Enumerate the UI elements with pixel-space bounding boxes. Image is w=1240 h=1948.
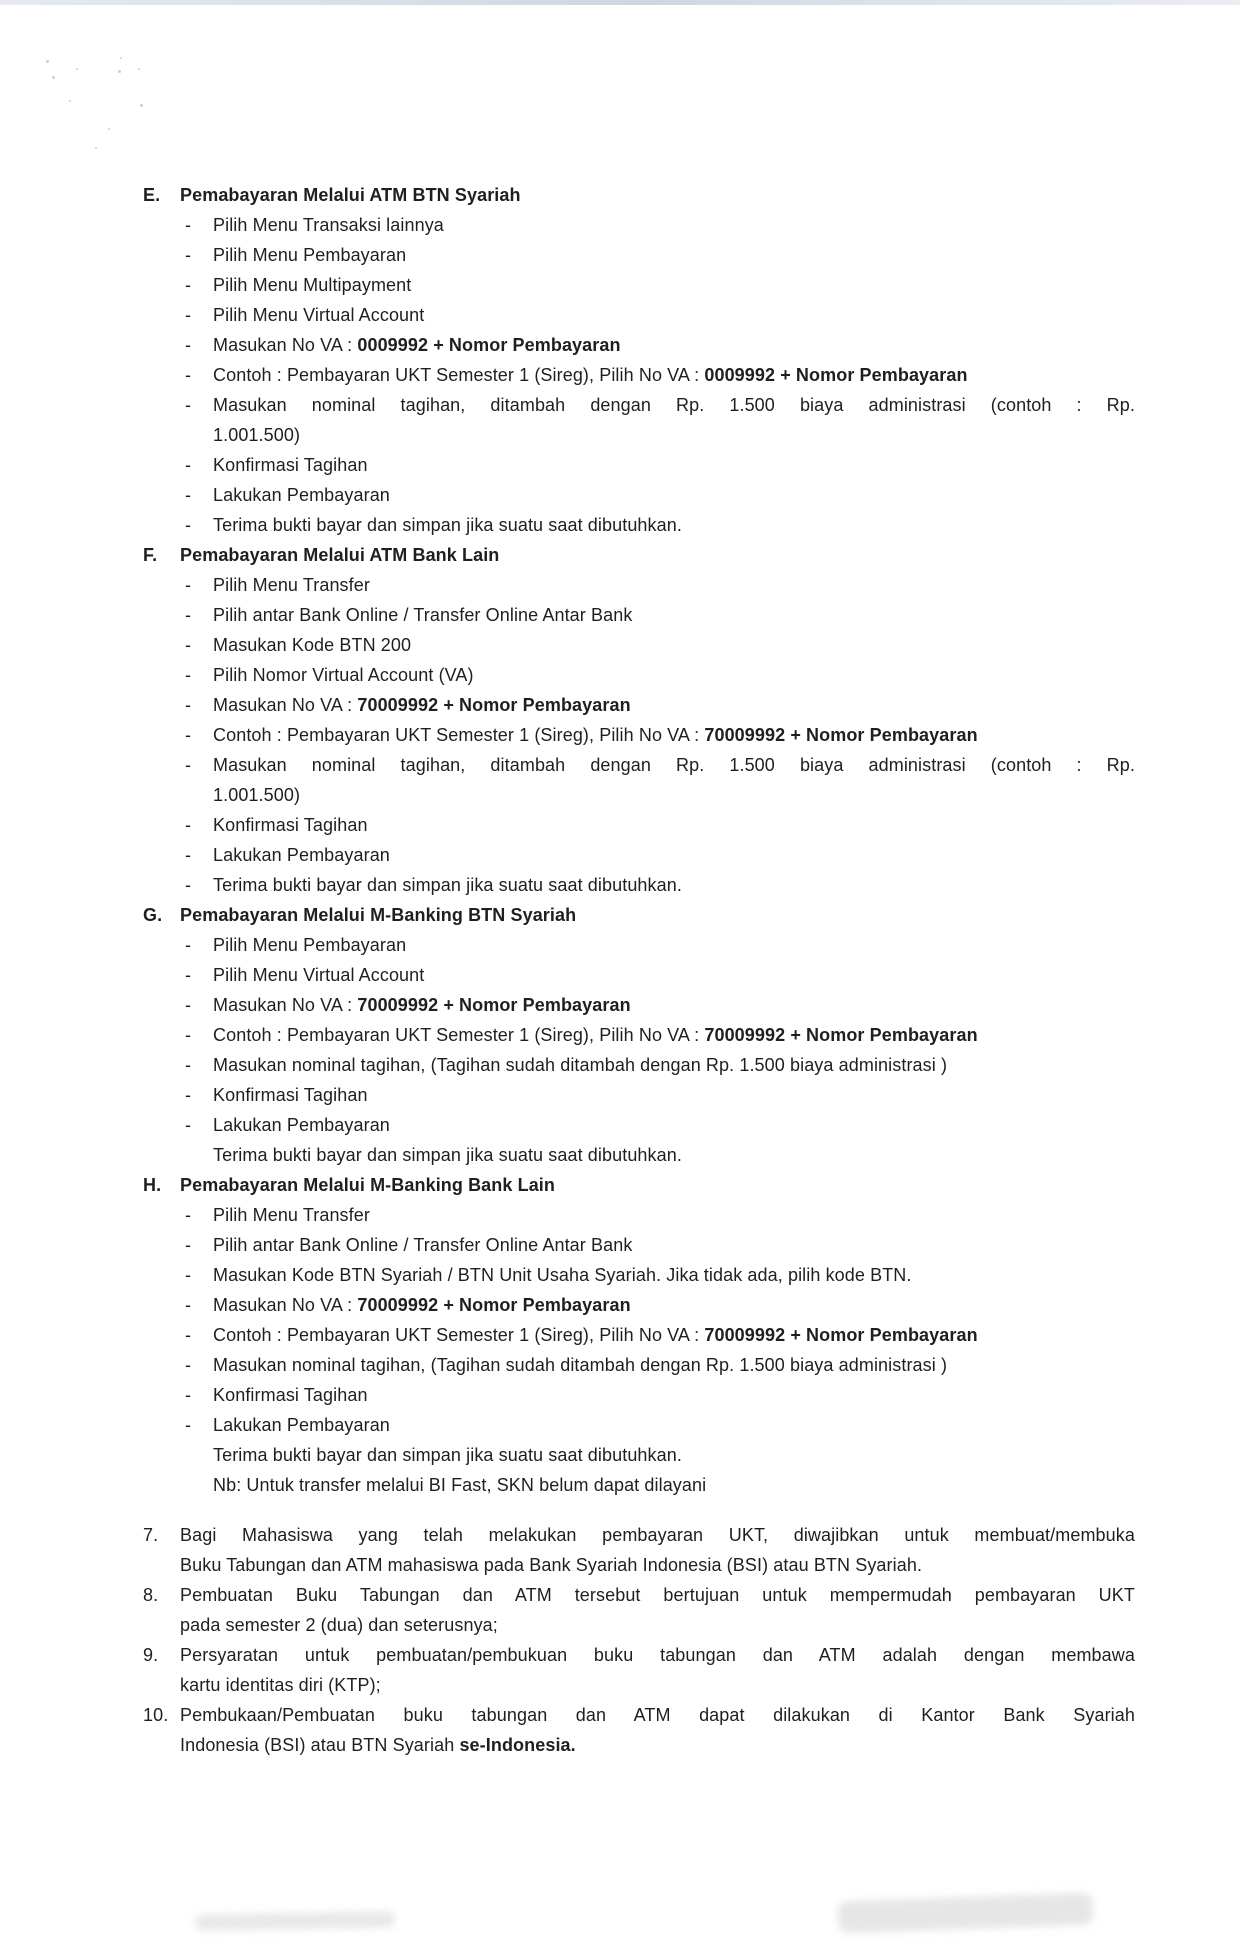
text-line [213, 1440, 1135, 1470]
list-item [185, 1410, 1135, 1440]
list-item-text [213, 660, 1135, 690]
dash-bullet: - [185, 725, 192, 745]
dash-bullet: - [185, 1415, 192, 1435]
text-line [213, 480, 1135, 510]
dash-bullet: - [185, 965, 192, 985]
list-item [185, 1290, 1135, 1320]
bold-text: 0009992 + Nomor Pembayaran [704, 365, 968, 385]
plain-text: Terima bukti bayar dan simpan jika suatu saat dibutuhkan. [213, 1445, 682, 1465]
list-item-text [213, 810, 1135, 840]
scan-edge-strip [0, 0, 1240, 5]
plain-text: kartu identitas diri (KTP); [180, 1675, 381, 1695]
list-item [185, 1320, 1135, 1350]
dash-bullet: - [185, 875, 192, 895]
list-item-text [213, 360, 1135, 390]
list-item [185, 570, 1135, 600]
scan-speck [46, 60, 49, 63]
scan-speck [95, 147, 97, 149]
list-item-text [213, 480, 1135, 510]
dash-bullet: - [185, 575, 192, 595]
list-item [185, 690, 1135, 720]
list-item [185, 330, 1135, 360]
list-item-text [213, 1320, 1135, 1350]
dash-bullet: - [185, 485, 192, 505]
list-item-text [213, 1140, 1135, 1170]
dash-bullet [185, 1440, 213, 1470]
dash-bullet: - [185, 215, 192, 235]
scan-speck [69, 100, 71, 102]
list-item-text [213, 1020, 1135, 1050]
text-line [213, 1200, 1135, 1230]
list-item [185, 930, 1135, 960]
list-item [185, 1350, 1135, 1380]
plain-text: Pilih Menu Virtual Account [213, 305, 425, 325]
plain-text: Masukan Kode BTN 200 [213, 635, 412, 655]
list-item-text [213, 690, 1135, 720]
list-item-text [213, 1440, 1135, 1470]
numbered-item [143, 1520, 1135, 1580]
dash-bullet: - [185, 515, 192, 535]
list-item [185, 210, 1135, 240]
plain-text: Pilih Menu Multipayment [213, 275, 412, 295]
text-line [213, 1230, 1135, 1260]
list-item [185, 870, 1135, 900]
list-item [185, 1140, 1135, 1170]
section-f [143, 540, 1135, 900]
text-line [213, 1350, 1135, 1380]
text-line [180, 1670, 1135, 1700]
text-line [213, 1080, 1135, 1110]
list-item-text [213, 570, 1135, 600]
plain-text: 1.001.500) [213, 785, 301, 805]
text-line [213, 780, 1135, 810]
list-item [185, 390, 1135, 450]
plain-text: Konfirmasi Tagihan [213, 1085, 368, 1105]
list-item [185, 1200, 1135, 1230]
text-line [180, 1640, 1135, 1670]
plain-text: Contoh : Pembayaran UKT Semester 1 (Sireg), Pilih No VA : [213, 1325, 705, 1345]
list-item-text [213, 1470, 1135, 1500]
text-line [213, 1140, 1135, 1170]
item-number: 7. [143, 1525, 159, 1545]
text-line [213, 1290, 1135, 1320]
dash-bullet: - [185, 335, 192, 355]
section-e [143, 180, 1135, 540]
bold-text: 70009992 + Nomor Pembayaran [704, 1325, 978, 1345]
plain-text: Contoh : Pembayaran UKT Semester 1 (Sireg), Pilih No VA : [213, 1025, 705, 1045]
plain-text: Pilih Nomor Virtual Account (VA) [213, 665, 474, 685]
plain-text: Pilih antar Bank Online / Transfer Online Antar Bank [213, 605, 633, 625]
dash-bullet [185, 1140, 213, 1170]
text-line [180, 1580, 1135, 1610]
bold-text: 70009992 + Nomor Pembayaran [357, 995, 631, 1015]
list-item-text [213, 600, 1135, 630]
list-item-text [213, 750, 1135, 810]
plain-text: Nb: Untuk transfer melalui BI Fast, SKN belum dapat dilayani [213, 1475, 707, 1495]
text-line [180, 1610, 1135, 1640]
text-line [213, 660, 1135, 690]
dash-bullet: - [185, 755, 192, 775]
plain-text: Pilih Menu Pembayaran [213, 935, 407, 955]
list-item [185, 480, 1135, 510]
numbered-item [143, 1580, 1135, 1640]
sections [143, 180, 1135, 1500]
dash-bullet [185, 1470, 213, 1500]
item-number: 9. [143, 1645, 159, 1665]
dash-bullet: - [185, 1265, 192, 1285]
plain-text: Masukan No VA : [213, 995, 358, 1015]
list-item [185, 510, 1135, 540]
scan-speck [108, 128, 110, 130]
scan-speck [76, 68, 78, 70]
scan-speck [140, 104, 143, 107]
list-item [185, 450, 1135, 480]
plain-text: Lakukan Pembayaran [213, 1415, 390, 1435]
plain-text: Konfirmasi Tagihan [213, 455, 368, 475]
dash-bullet: - [185, 815, 192, 835]
list-item-text [213, 390, 1135, 450]
plain-text: Contoh : Pembayaran UKT Semester 1 (Sireg), Pilih No VA : [213, 365, 705, 385]
text-line [213, 1320, 1135, 1350]
plain-text: Konfirmasi Tagihan [213, 815, 368, 835]
plain-text: Lakukan Pembayaran [213, 1115, 390, 1135]
section-letter: E. [143, 185, 161, 205]
plain-text: Lakukan Pembayaran [213, 845, 390, 865]
text-line [213, 1020, 1135, 1050]
plain-text: Pilih antar Bank Online / Transfer Online Antar Bank [213, 1235, 633, 1255]
plain-text: Masukan nominal tagihan, (Tagihan sudah ditambah dengan Rp. 1.500 biaya administrasi ) [213, 1055, 948, 1075]
plain-text: Masukan Kode BTN Syariah / BTN Unit Usaha Syariah. Jika tidak ada, pilih kode BTN. [213, 1265, 912, 1285]
text-line [213, 630, 1135, 660]
dash-bullet: - [185, 1325, 192, 1345]
scan-speck [138, 68, 140, 70]
text-line [213, 450, 1135, 480]
dash-bullet: - [185, 395, 192, 415]
plain-text: Persyaratan untuk pembuatan/pembukuan buku tabungan dan ATM adalah dengan membawa [180, 1645, 1135, 1665]
text-line [213, 600, 1135, 630]
text-line [213, 870, 1135, 900]
list-item-text [213, 1110, 1135, 1140]
item-number: 8. [143, 1585, 159, 1605]
plain-text: Lakukan Pembayaran [213, 485, 390, 505]
list-item-text [213, 630, 1135, 660]
scan-speck [52, 76, 55, 79]
list-item [185, 960, 1135, 990]
plain-text: Pilih Menu Transfer [213, 1205, 370, 1225]
list-item-text [213, 330, 1135, 360]
dash-bullet: - [185, 1205, 192, 1225]
text-line [213, 210, 1135, 240]
list-item [185, 810, 1135, 840]
list-item-text [213, 240, 1135, 270]
list-item-text [213, 1260, 1135, 1290]
list-item [185, 1020, 1135, 1050]
dash-bullet: - [185, 695, 192, 715]
bold-text: se-Indonesia. [459, 1735, 576, 1755]
section-title: Pemabayaran Melalui M-Banking BTN Syariah [180, 905, 577, 925]
section-heading [143, 900, 1135, 930]
list-item [185, 1050, 1135, 1080]
section-letter: H. [143, 1175, 162, 1195]
text-line [213, 300, 1135, 330]
text-line [213, 510, 1135, 540]
plain-text: Konfirmasi Tagihan [213, 1385, 368, 1405]
list-item-text [213, 450, 1135, 480]
list-item-text [213, 720, 1135, 750]
plain-text: Masukan nominal tagihan, ditambah dengan Rp. 1.500 biaya administrasi (contoh : Rp. [213, 755, 1135, 775]
section-h [143, 1170, 1135, 1500]
list-item [185, 630, 1135, 660]
list-item-text [213, 1410, 1135, 1440]
plain-text: Masukan No VA : [213, 335, 358, 355]
text-line [213, 360, 1135, 390]
numbered-list [143, 1520, 1135, 1760]
plain-text: Buku Tabungan dan ATM mahasiswa pada Bank Syariah Indonesia (BSI) atau BTN Syariah. [180, 1555, 923, 1575]
list-item [185, 1080, 1135, 1110]
dash-bullet: - [185, 1115, 192, 1135]
list-item-text [213, 270, 1135, 300]
bold-text: 0009992 + Nomor Pembayaran [357, 335, 621, 355]
list-item [185, 750, 1135, 810]
bold-text: 70009992 + Nomor Pembayaran [357, 1295, 631, 1315]
dash-bullet: - [185, 1295, 192, 1315]
list-item-text [213, 840, 1135, 870]
dash-bullet: - [185, 275, 192, 295]
scan-smudge [195, 1911, 395, 1930]
dash-bullet: - [185, 455, 192, 475]
dash-bullet: - [185, 635, 192, 655]
list-item-text [213, 990, 1135, 1020]
dash-bullet: - [185, 1085, 192, 1105]
scan-smudge [838, 1893, 1094, 1934]
text-line [213, 840, 1135, 870]
text-line [213, 960, 1135, 990]
dash-bullet: - [185, 1235, 192, 1255]
list-item [185, 840, 1135, 870]
plain-text: Indonesia (BSI) atau BTN Syariah [180, 1735, 460, 1755]
plain-text: Pilih Menu Transaksi lainnya [213, 215, 444, 235]
dash-bullet: - [185, 935, 192, 955]
numbered-item-text [180, 1640, 1135, 1700]
plain-text: 1.001.500) [213, 425, 301, 445]
text-line [213, 390, 1135, 420]
dash-bullet: - [185, 845, 192, 865]
text-line [213, 990, 1135, 1020]
list-item [185, 300, 1135, 330]
dash-bullet: - [185, 365, 192, 385]
list-item-text [213, 300, 1135, 330]
text-line [180, 1700, 1135, 1730]
bold-text: 70009992 + Nomor Pembayaran [704, 1025, 978, 1045]
section-title: Pemabayaran Melalui ATM BTN Syariah [180, 185, 521, 205]
section-title: Pemabayaran Melalui ATM Bank Lain [180, 545, 500, 565]
list-item-text [213, 1200, 1135, 1230]
plain-text: Masukan No VA : [213, 695, 358, 715]
dash-bullet: - [185, 1055, 192, 1075]
numbered-item [143, 1640, 1135, 1700]
plain-text: Pilih Menu Transfer [213, 575, 370, 595]
list-item [185, 240, 1135, 270]
text-line [213, 930, 1135, 960]
plain-text: Terima bukti bayar dan simpan jika suatu saat dibutuhkan. [213, 1145, 682, 1165]
dash-bullet: - [185, 995, 192, 1015]
text-line [213, 1380, 1135, 1410]
list-item-text [213, 510, 1135, 540]
section-heading [143, 180, 1135, 210]
numbered-item-text [180, 1700, 1135, 1760]
plain-text: Contoh : Pembayaran UKT Semester 1 (Sireg), Pilih No VA : [213, 725, 705, 745]
text-line [213, 240, 1135, 270]
section-g [143, 900, 1135, 1170]
plain-text: Pembuatan Buku Tabungan dan ATM tersebut bertujuan untuk mempermudah pembayaran UKT [180, 1585, 1135, 1605]
list-item [185, 990, 1135, 1020]
dash-bullet: - [185, 245, 192, 265]
text-line [213, 1410, 1135, 1440]
list-item-text [213, 1080, 1135, 1110]
list-item-text [213, 210, 1135, 240]
plain-text: Masukan nominal tagihan, (Tagihan sudah ditambah dengan Rp. 1.500 biaya administrasi ) [213, 1355, 948, 1375]
section-letter: F. [143, 545, 158, 565]
list-item [185, 270, 1135, 300]
text-line [213, 1470, 1135, 1500]
dash-bullet: - [185, 605, 192, 625]
item-number: 10. [143, 1705, 169, 1725]
numbered-item-text [180, 1580, 1135, 1640]
list-item-text [213, 1050, 1135, 1080]
section-title: Pemabayaran Melalui M-Banking Bank Lain [180, 1175, 556, 1195]
plain-text: Bagi Mahasiswa yang telah melakukan pembayaran UKT, diwajibkan untuk membuat/membuka [180, 1525, 1135, 1545]
plain-text: Pilih Menu Virtual Account [213, 965, 425, 985]
list-item-text [213, 870, 1135, 900]
text-line [213, 330, 1135, 360]
text-line [213, 570, 1135, 600]
text-line [213, 1260, 1135, 1290]
bold-text: 70009992 + Nomor Pembayaran [704, 725, 978, 745]
text-line [213, 690, 1135, 720]
list-item [185, 1110, 1135, 1140]
plain-text: pada semester 2 (dua) dan seterusnya; [180, 1615, 498, 1635]
plain-text: Pembukaan/Pembuatan buku tabungan dan ATM dapat dilakukan di Kantor Bank Syariah [180, 1705, 1135, 1725]
scan-speck [120, 57, 122, 59]
list-item-text [213, 1230, 1135, 1260]
text-line [213, 1110, 1135, 1140]
list-item-text [213, 1380, 1135, 1410]
dash-bullet: - [185, 665, 192, 685]
list-item [185, 660, 1135, 690]
numbered-item [143, 1700, 1135, 1760]
list-item [185, 1470, 1135, 1500]
numbered-item-text [180, 1520, 1135, 1580]
list-item-text [213, 960, 1135, 990]
dash-bullet: - [185, 1025, 192, 1045]
dash-bullet: - [185, 1355, 192, 1375]
plain-text: Terima bukti bayar dan simpan jika suatu saat dibutuhkan. [213, 515, 682, 535]
text-line [213, 810, 1135, 840]
plain-text: Masukan No VA : [213, 1295, 358, 1315]
list-item-text [213, 1350, 1135, 1380]
text-line [213, 720, 1135, 750]
scan-speck [118, 70, 121, 73]
list-item [185, 1260, 1135, 1290]
text-line [213, 420, 1135, 450]
section-letter: G. [143, 905, 163, 925]
text-line [213, 270, 1135, 300]
section-heading [143, 540, 1135, 570]
section-heading [143, 1170, 1135, 1200]
list-item [185, 1440, 1135, 1470]
text-line [180, 1550, 1135, 1580]
text-line [180, 1730, 1135, 1760]
bold-text: 70009992 + Nomor Pembayaran [357, 695, 631, 715]
list-item [185, 1230, 1135, 1260]
list-item [185, 1380, 1135, 1410]
list-item [185, 720, 1135, 750]
dash-bullet: - [185, 1385, 192, 1405]
plain-text: Masukan nominal tagihan, ditambah dengan Rp. 1.500 biaya administrasi (contoh : Rp. [213, 395, 1135, 415]
list-item [185, 600, 1135, 630]
text-line [213, 750, 1135, 780]
plain-text: Pilih Menu Pembayaran [213, 245, 407, 265]
text-line [180, 1520, 1135, 1550]
list-item [185, 360, 1135, 390]
dash-bullet: - [185, 305, 192, 325]
list-item-text [213, 930, 1135, 960]
list-item-text [213, 1290, 1135, 1320]
plain-text: Terima bukti bayar dan simpan jika suatu saat dibutuhkan. [213, 875, 682, 895]
text-line [213, 1050, 1135, 1080]
document-content [143, 180, 1135, 1760]
